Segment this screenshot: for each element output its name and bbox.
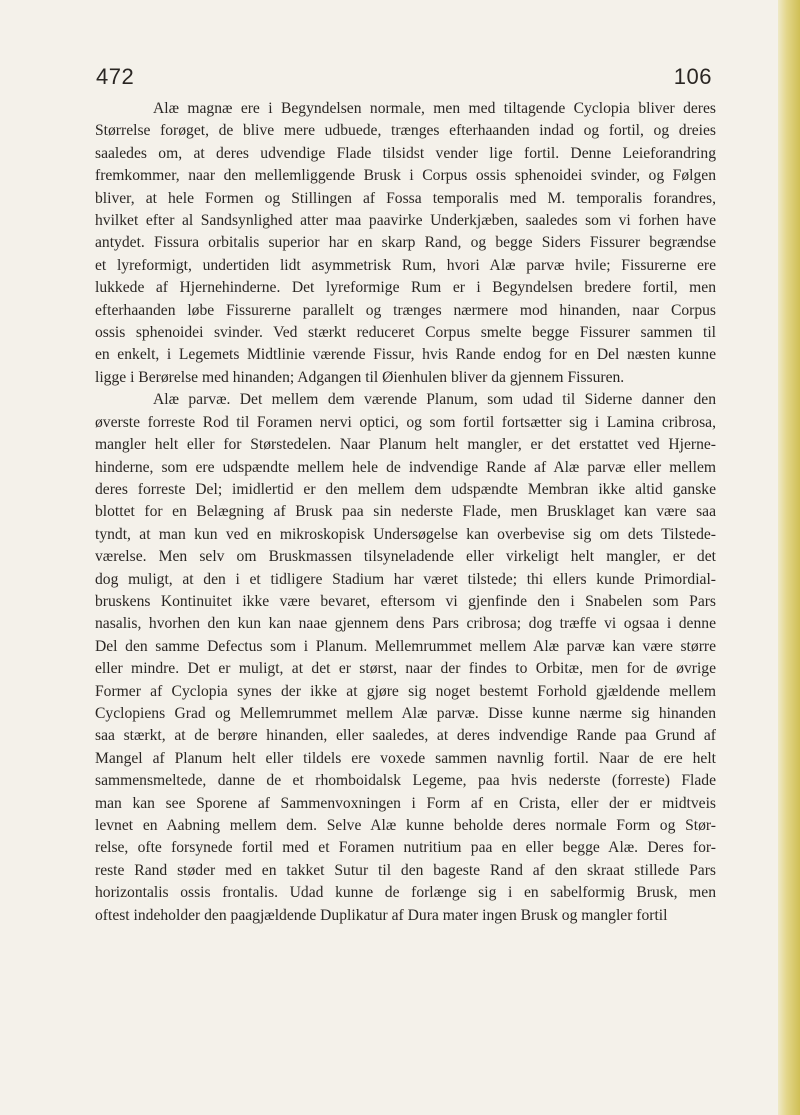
text-line: oftest indeholder den paagjældende Duplikatur af Dura mater ingen Brusk og mangler fortil: [95, 906, 668, 924]
text-line: Del den samme Defectus som i Planum. Mellemrummet mellem Alæ parvæ kan være større: [95, 637, 716, 655]
text-line: saa stærkt, at de berøre hinanden, eller saaledes, at deres indvendige Rande paa Grund af: [95, 727, 716, 745]
page-header: [96, 64, 712, 94]
text-line: hvilket efter al Sandsynlighed atter maa paavirke Underkjæben, saaledes som vi forhen have: [95, 212, 716, 230]
text-line: ligge i Berørelse med hinanden; Adgangen til Øienhulen bliver da gjennem Fissuren.: [95, 368, 625, 386]
text-line: øverste forreste Rod til Foramen nervi optici, og som fortil fortsætter sig i Lamina cribrosa,: [95, 413, 716, 431]
text-line: dog muligt, at den i et tidligere Stadium har været tilstede; thi ellers kunde Primordial-: [95, 570, 716, 588]
text-line: eller mindre. Det er muligt, at det er størst, naar der findes to Orbitæ, men for de øvrige: [95, 660, 716, 678]
text-line: saaledes om, at deres udvendige Flade tilsidst vender lige fortil. Denne Leieforandring: [95, 144, 716, 162]
text-line: værelse. Men selv om Bruskmassen tilsyneladende eller virkeligt helt mangler, er det: [95, 548, 716, 566]
text-line: mangler helt eller for Størstedelen. Naar Planum helt mangler, er det erstattet ved Hjerne-: [95, 436, 716, 454]
text-line: lukkede af Hjernehinderne. Det lyreformige Rum er i Begyndelsen bredere fortil, men: [95, 279, 716, 297]
page-edge: [778, 0, 800, 1115]
text-line: bliver, at hele Formen og Stillingen af Fossa temporalis med M. temporalis forandres,: [95, 189, 716, 207]
text-line: fremkommer, naar den mellemliggende Brusk i Corpus ossis sphenoidei svinder, og Følgen: [95, 167, 716, 185]
text-line: et lyreformigt, undertiden lidt asymmetrisk Rum, hvori Alæ parvæ hvile; Fissurerne ere: [95, 256, 716, 274]
text-line: blottet for en Belægning af Brusk paa sin nederste Flade, men Brusklaget kan være saa: [95, 503, 716, 521]
text-line: efterhaanden løbe Fissurerne parallelt og trænges nærmere mod hinanden, naar Corpus: [95, 301, 716, 319]
text-line: nasalis, hvorhen den kun kan naae gjennem dens Pars cribrosa; dog træffe vi ogsaa i denne: [95, 615, 716, 633]
text-line: relse, ofte forsynede fortil med et Foramen nutritium paa en eller begge Alæ. Deres for-: [95, 839, 716, 857]
text-line: Alæ magnæ ere i Begyndelsen normale, men med tiltagende Cyclopia bliver deres: [153, 100, 716, 117]
page-number-right: 106: [673, 64, 712, 89]
text-line: reste Rand støder med en takket Sutur til den bageste Rand af den skraat stillede Pars: [95, 861, 716, 879]
text-line: tyndt, at man kun ved en mikroskopisk Undersøgelse kan overbevise sig om dets Tilstede-: [95, 525, 716, 543]
text-line: bruskens Kontinuitet ikke være bevaret, eftersom vi gjenfinde den i Snabelen som Pars: [95, 592, 716, 610]
text-line: Størrelse forøget, de blive mere udbuede, trænges efterhaanden indad og fortil, og dreies: [95, 122, 716, 140]
text-line: antydet. Fissura orbitalis superior har en skarp Rand, og begge Siders Fissurer begrændse: [95, 234, 716, 252]
text-line: Mangel af Planum helt eller tildels ere voxede sammen navnlig fortil. Naar de ere helt: [95, 749, 716, 767]
text-line: levnet en Aabning mellem dem. Selve Alæ kunne beholde deres normale Form og Stør-: [95, 817, 716, 834]
text-line: Alæ parvæ. Det mellem dem værende Planum, som udad til Siderne danner den: [153, 391, 716, 409]
text-line: deres forreste Del; imidlertid er den mellem dem udspændte Membran ikke altid ganske: [95, 480, 716, 498]
text-line: Former af Cyclopia synes der ikke at gjøre sig noget bestemt Forhold gjældende mellem: [95, 682, 716, 700]
text-line: man kan see Sporene af Sammenvoxningen i Form af en Crista, eller der er midtveis: [95, 794, 716, 812]
text-line: ossis sphenoidei svinder. Ved stærkt reduceret Corpus smelte begge Fissurer sammen til: [95, 324, 716, 342]
text-line: sammensmeltede, danne de et rhomboidalsk Legeme, paa hvis nederste (forreste) Flade: [95, 772, 716, 790]
text-line: Cyclopiens Grad og Mellemrummet mellem Alæ parvæ. Disse kunne nærme sig hinanden: [95, 704, 716, 722]
page-number-left: 472: [96, 64, 135, 89]
text-line: horizontalis ossis frontalis. Udad kunne de forlænge sig i en sabelformig Brusk, men: [95, 884, 716, 902]
text-line: en enkelt, i Legemets Midtlinie værende Fissur, hvis Rande endog for en Del næsten kunne: [95, 346, 716, 364]
body-text: [95, 98, 716, 927]
text-line: hinderne, som ere udspændte mellem hele de indvendige Rande af Alæ parvæ eller mellem: [95, 458, 716, 476]
